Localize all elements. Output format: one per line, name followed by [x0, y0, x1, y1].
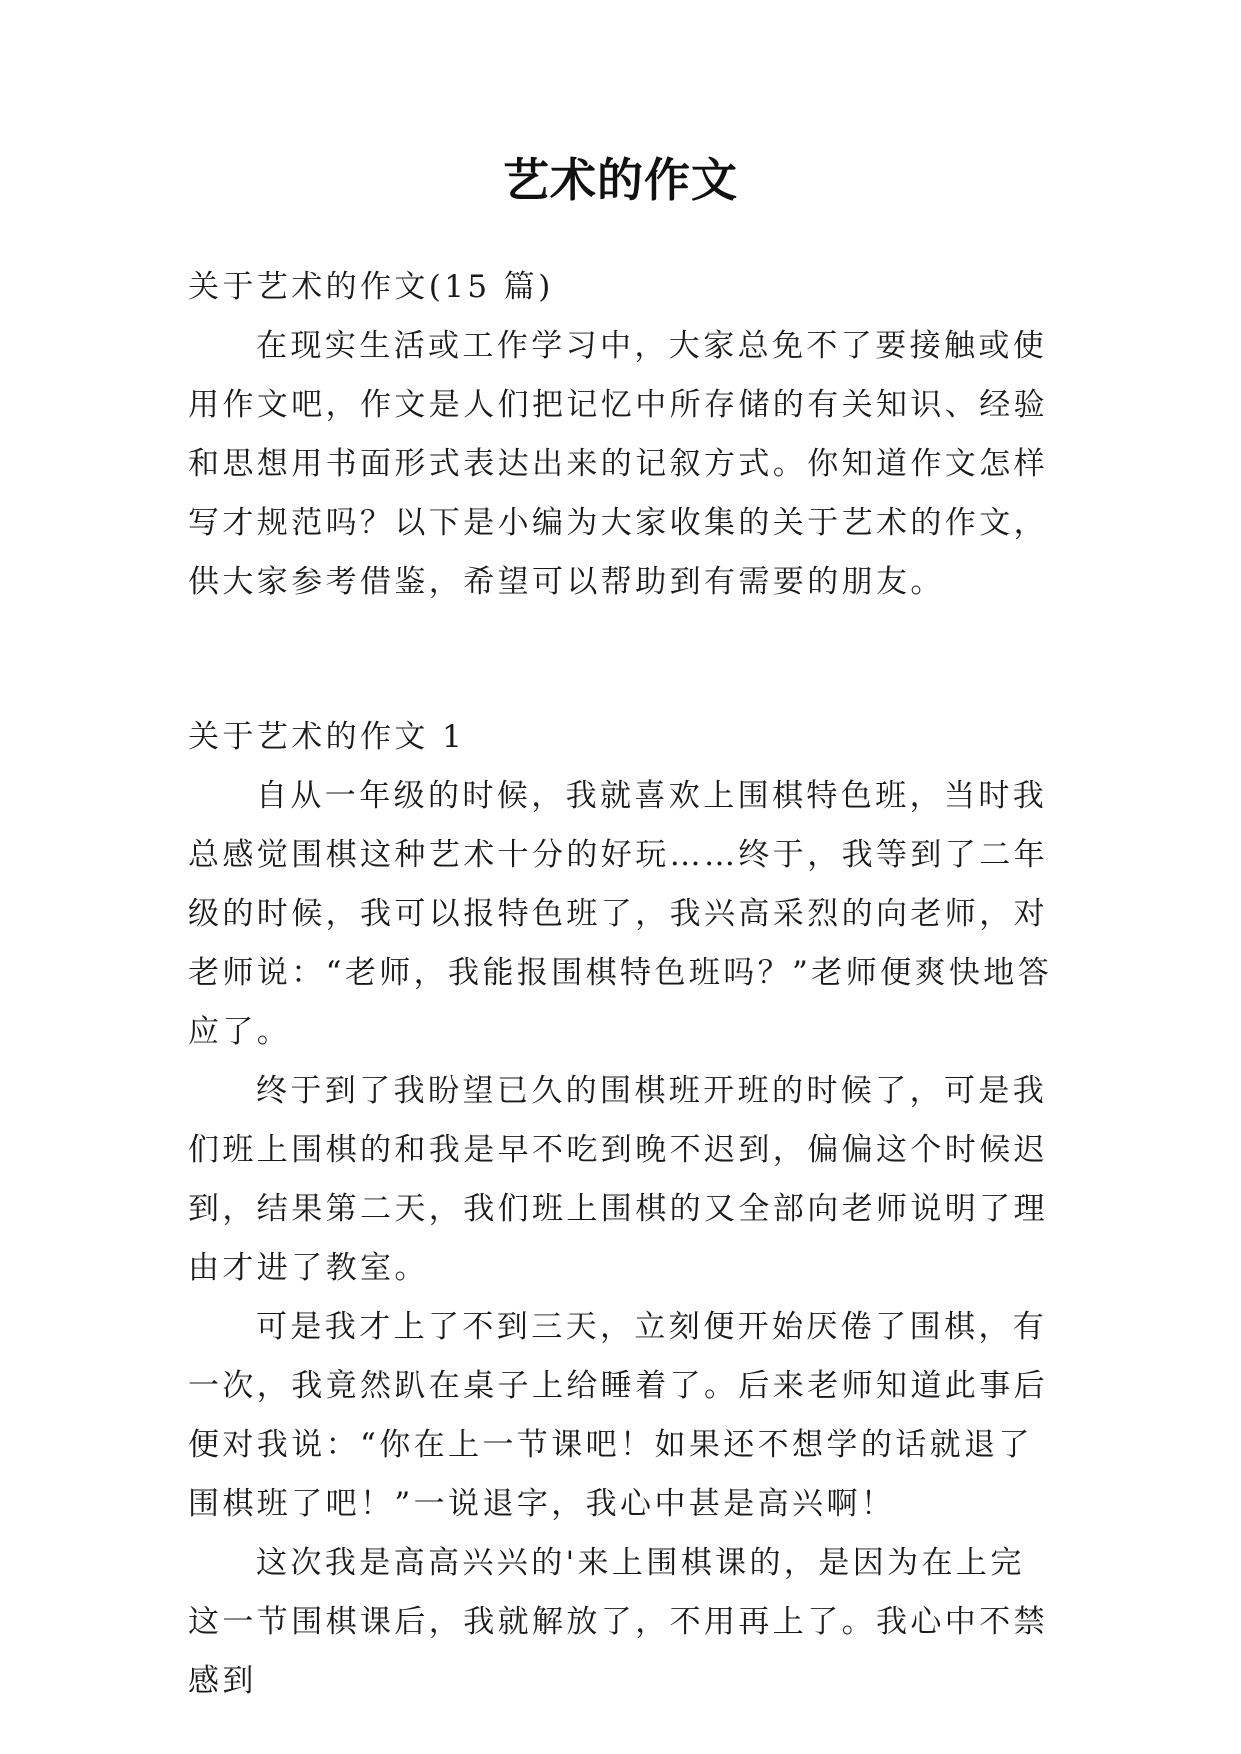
intro-paragraph: 在现实生活或工作学习中，大家总免不了要接触或使用作文吧，作文是人们把记忆中所存储的有关知识、经验和思想用书面形式表达出来的记叙方式。你知道作文怎样写才规范吗？以下是小编为大家收集的关于艺术的作文，供大家参考借鉴，希望可以帮助到有需要的朋友。 — [188, 328, 1048, 600]
essay-1-paragraph-2: 终于到了我盼望已久的围棋班开班的时候了，可是我们班上围棋的和我是早不吃到晚不迟到，偏偏这个时候迟到，结果第二天，我们班上围棋的又全部向老师说明了理由才进了教室。 — [188, 1073, 1048, 1286]
essay-1-paragraph-4: 这次我是高高兴兴的'来上围棋课的，是因为在上完这一节围棋课后，我就解放了，不用再上了。我心中不禁感到 — [188, 1545, 1048, 1699]
essay-1-paragraph-1: 自从一年级的时候，我就喜欢上围棋特色班，当时我总感觉围棋这种艺术十分的好玩……终于，我等到了二年级的时候，我可以报特色班了，我兴高采烈的向老师，对老师说：“老师，我能报围棋特色班吗？”老师便爽快地答应了。 — [188, 778, 1053, 1050]
essay-1-heading: 关于艺术的作文 1 — [188, 719, 466, 755]
document-body — [188, 258, 1054, 1711]
intro-heading: 关于艺术的作文(15 篇) — [188, 269, 554, 305]
essay-1-paragraph-3: 可是我才上了不到三天，立刻便开始厌倦了围棋，有一次，我竟然趴在桌子上给睡着了。后来老师知道此事后便对我说：“你在上一节课吧！如果还不想学的话就退了围棋班了吧！”一说退字，我心中甚是高兴啊！ — [188, 1309, 1048, 1522]
section-spacer — [188, 612, 1054, 708]
document-title: 艺术的作文 — [503, 153, 738, 207]
